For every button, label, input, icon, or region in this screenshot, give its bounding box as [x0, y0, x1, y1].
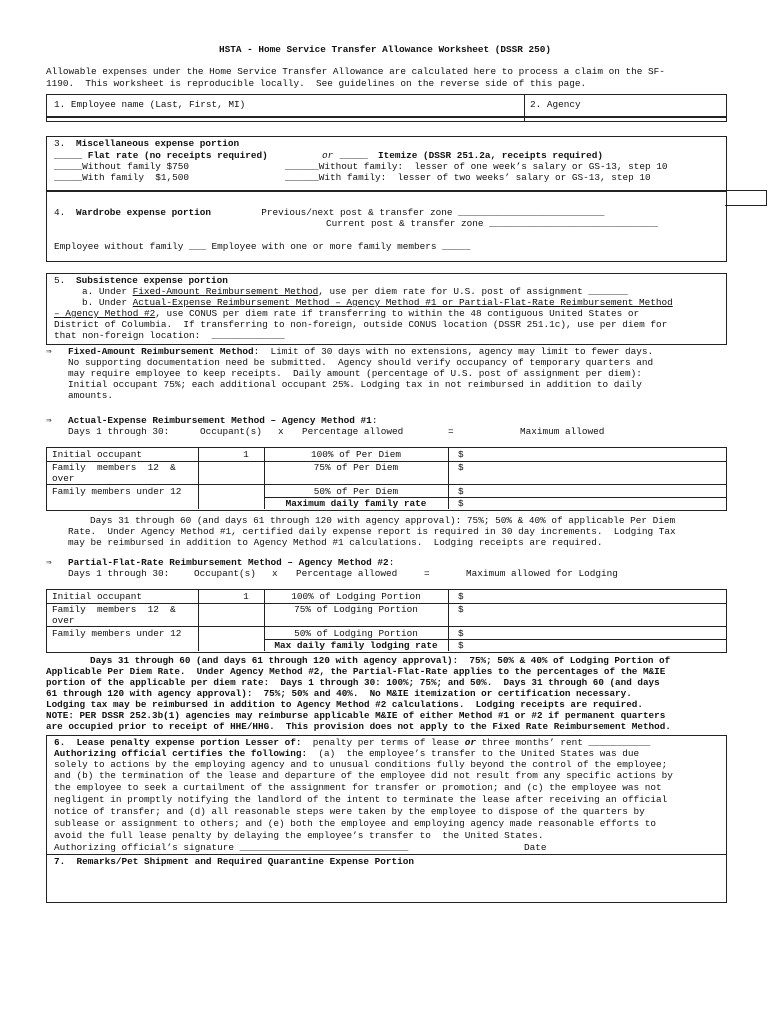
wardrobe-box-extension — [725, 190, 767, 206]
am1-note-2: Rate. Under Agency Method #1, certified daily expense report is required in 30 day increments. Lodging Tax — [68, 526, 676, 537]
fixed-line-4: Initial occupant 75%; each additional occupant 25%. Lodging tax in not reimbursed in addition to daily — [68, 379, 642, 390]
am2-note-5: Lodging tax may be reimbursed in addition to Agency Method #2 calculations. Lodging receipts are required. — [46, 699, 643, 710]
am1-row-amount[interactable]: $ — [458, 449, 464, 460]
am1-pct-header: Percentage allowed — [302, 426, 404, 437]
am1-row-occupants[interactable]: 1 — [243, 449, 249, 460]
am2-eq: = — [424, 568, 430, 579]
itemize-without-family[interactable]: ______Without family: lesser of one week’s salary or GS-13, step 10 — [285, 161, 668, 172]
remarks-field[interactable] — [50, 870, 722, 898]
subsistence-b-4[interactable]: that non-foreign location: _____________ — [54, 330, 285, 341]
lease-line: the employee to seek a curtailment of the assignment for transfer or promotion; and (c) the employee was not — [54, 782, 662, 793]
am1-row-label: Family members under 12 — [52, 486, 182, 497]
employee-name-label: 1. Employee name (Last, First, MI) — [54, 99, 246, 110]
am2-note-3: portion of the applicable per diem rate: Days 1 through 30: 100%; 75%; and 50%. Days 31 through 60 (and days — [46, 677, 660, 688]
am1-max-header: Maximum allowed — [520, 426, 605, 437]
page-title: HSTA - Home Service Transfer Allowance Worksheet (DSSR 250) — [219, 44, 551, 55]
flat-rate-option[interactable]: _____ Flat rate (no receipts required) — [54, 150, 268, 161]
subsistence-num: 5. — [54, 275, 66, 286]
wardrobe-num: 4. — [54, 207, 66, 218]
or-text: or — [322, 150, 334, 161]
fixed-line-2: No supporting documentation need be submitted. Agency should verify occupancy of temporary quarters and — [68, 357, 654, 368]
am1-row-label: Family members 12 & — [52, 462, 176, 473]
am2-row-amount[interactable]: $ — [458, 591, 464, 602]
am1-note-3: may be reimbursed in addition to Agency Method #1 calculations. Lodging receipts are required. — [68, 537, 603, 548]
am2-row-label: Initial occupant — [52, 591, 143, 602]
am2-total-amount[interactable]: $ — [458, 640, 464, 651]
am2-total-label: Max daily family lodging rate — [274, 640, 438, 651]
am1-total-label: Maximum daily family rate — [285, 498, 427, 509]
fixed-line-3: may require employee to keep receipts. Daily amount (percentage of U.S. post of assignment per diem): — [68, 368, 642, 379]
family-status-field[interactable]: Employee without family ___ Employee with one or more family members _____ — [54, 241, 471, 252]
subsistence-b-2: – Agency Method #2, use CONUS per diem rate if transferring to within the 48 contiguous United States or — [54, 308, 640, 319]
subsistence-a: a. Under Fixed-Amount Reimbursement Method, use per diem rate for U.S. post of assignment _______ — [82, 286, 628, 297]
signature-date-label: Date — [524, 842, 547, 853]
current-post-field[interactable]: Current post & transfer zone ______________________________ — [326, 218, 658, 229]
am1-row-pct: 50% of Per Diem — [313, 486, 399, 497]
subsistence-heading: Subsistence expense portion — [76, 275, 228, 286]
agency-label: 2. Agency — [530, 99, 581, 110]
fixed-line-5: amounts. — [68, 390, 114, 401]
am2-pct-header: Percentage allowed — [296, 568, 398, 579]
am1-total-amount[interactable]: $ — [458, 498, 464, 509]
arrow-icon: ⇒ — [46, 415, 52, 426]
itemize-option: Itemize (DSSR 251.2a, receipts required) — [378, 150, 604, 161]
am2-note-4: 61 through 120 with agency approval): 75%; 50% and 40%. No M&IE itemization or certification necessary. — [46, 688, 632, 699]
arrow-icon: ⇒ — [46, 346, 52, 357]
am2-note-1: Days 31 through 60 (and days 61 through 120 with agency approval): 75%; 50% & 40% of Lodging Portion of — [90, 655, 671, 666]
flat-with-family[interactable]: _____With family $1,500 — [54, 172, 190, 183]
intro-line-1: Allowable expenses under the Home Service Transfer Allowance are calculated here to process a claim on the SF- — [46, 66, 665, 77]
am2-row-label-2: over — [52, 615, 75, 626]
am2-row-occupants[interactable]: 1 — [243, 591, 249, 602]
am1-occupants-header: Occupant(s) — [200, 426, 262, 437]
am2-row-pct: 50% of Lodging Portion — [294, 628, 418, 639]
divider — [46, 854, 726, 855]
am2-row-amount[interactable]: $ — [458, 604, 464, 615]
am2-note-2: Applicable Per Diem Rate. Under Agency Method #2, the Partial-Flat-Rate applies to the percentages of the M&IE — [46, 666, 666, 677]
lease-line: and (b) the termination of the lease and departure of the employee did not result from any specific actions by — [54, 770, 673, 781]
authorizing-signature-field[interactable]: Authorizing official’s signature ______________________________ — [54, 842, 409, 853]
lease-line: sublease or assignment to others; and (e) both the employee and employing agency made reasonable efforts to — [54, 818, 656, 829]
lease-line: avoid the full lease penalty by delaying the employee’s transfer to the United States. — [54, 830, 544, 841]
intro-line-2: 1190. This worksheet is reproducible locally. See guidelines on the reverse side of this page. — [46, 78, 587, 89]
am1-row-pct: 75% of Per Diem — [313, 462, 399, 473]
am1-note-1: Days 31 through 60 (and days 61 through 120 with agency approval): 75%; 50% & 40% of applicable Per Diem — [90, 515, 676, 526]
am1-x: x — [278, 426, 284, 437]
lease-certify: Authorizing official certifies the following: (a) the employee’s transfer to the United States was due — [54, 748, 640, 759]
am1-row-amount[interactable]: $ — [458, 486, 464, 497]
lease-line: solely to actions by the employing agency and to unusual conditions fully beyond the control of the employee; — [54, 759, 668, 770]
am1-eq: = — [448, 426, 454, 437]
arrow-icon: ⇒ — [46, 557, 52, 568]
divider — [448, 589, 449, 651]
am2-row-label: Family members 12 & — [52, 604, 176, 615]
am1-days: Days 1 through 30: — [68, 426, 170, 437]
am1-heading: Actual-Expense Reimbursement Method – Agency Method #1: — [68, 415, 378, 426]
divider — [46, 484, 726, 485]
am2-heading: Partial-Flat-Rate Reimbursement Method – Agency Method #2: — [68, 557, 395, 568]
am1-row-label: Initial occupant — [52, 449, 143, 460]
am2-note-7: are occupied prior to receipt of HHE/HHG. This provision does not apply to the Fixed Rate Reimbursement Method. — [46, 721, 671, 732]
wardrobe-heading: Wardrobe expense portion — [76, 207, 212, 218]
fixed-heading: Fixed-Amount Reimbursement Method: Limit of 30 days with no extensions, agency may limit to fewer days. — [68, 346, 654, 357]
am2-x: x — [272, 568, 278, 579]
am2-days: Days 1 through 30: — [68, 568, 170, 579]
flat-without-family[interactable]: _____Without family $750 — [54, 161, 190, 172]
am2-row-pct: 75% of Lodging Portion — [294, 604, 418, 615]
subsistence-b: b. Under Actual-Expense Reimbursement Method – Agency Method #1 or Partial-Flat-Rate Reimbursement Method — [82, 297, 673, 308]
divider — [46, 116, 727, 118]
divider — [46, 626, 726, 627]
misc-num: 3. — [54, 138, 66, 149]
am1-row-label-2: over — [52, 473, 75, 484]
am2-row-amount[interactable]: $ — [458, 628, 464, 639]
lease-line: negligent in promptly notifying the landlord of the intent to terminate the lease after receiving an official — [54, 794, 668, 805]
am2-max-header: Maximum allowed for Lodging — [466, 568, 618, 579]
lease-heading: 6. Lease penalty expense portion Lesser of: penalty per terms of lease or three months’ rent ___________ — [54, 737, 651, 748]
itemize-blank[interactable]: _____ — [334, 150, 374, 161]
divider — [448, 447, 449, 509]
am2-row-pct: 100% of Lodging Portion — [291, 591, 421, 602]
itemize-with-family[interactable]: ______With family: lesser of two weeks’ salary or GS-13, step 10 — [285, 172, 651, 183]
remarks-heading: 7. Remarks/Pet Shipment and Required Quarantine Expense Portion — [54, 856, 415, 867]
am1-row-pct: 100% of Per Diem — [310, 449, 401, 460]
previous-post-field[interactable]: Previous/next post & transfer zone __________________________ — [250, 207, 605, 218]
am2-note-6: NOTE: PER DSSR 252.3b(1) agencies may reimburse applicable M&IE of either Method #1 or #2 if permanent quarters — [46, 710, 666, 721]
am1-row-amount[interactable]: $ — [458, 462, 464, 473]
am2-row-label: Family members under 12 — [52, 628, 182, 639]
subsistence-b-3: District of Columbia. If transferring to non-foreign, outside CONUS location (DSSR 251.1c), use per diem for — [54, 319, 668, 330]
lease-line: notice of transfer; and (d) all reasonable steps were taken by the employee to dispose of the quarters by — [54, 806, 645, 817]
am2-occupants-header: Occupant(s) — [194, 568, 256, 579]
misc-heading: Miscellaneous expense portion — [76, 138, 240, 149]
